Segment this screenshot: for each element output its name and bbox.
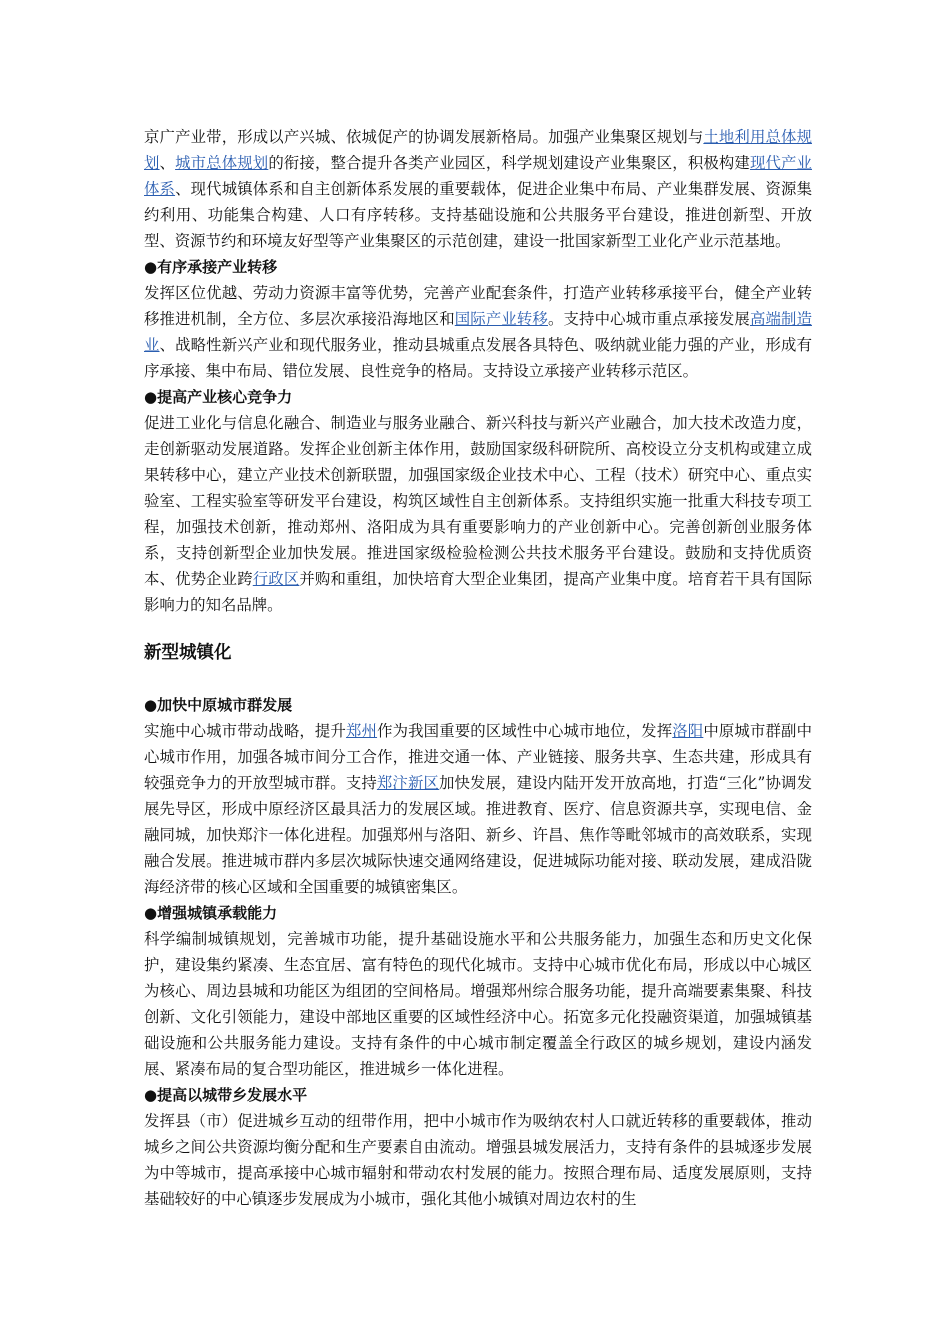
link-土地利用总体规划[interactable]: 土地利用总体规划	[144, 128, 812, 172]
heading-city-cluster: ●加快中原城市群发展	[144, 696, 293, 714]
paragraph-core-competitiveness	[144, 410, 812, 618]
section-title-urbanization: 新型城镇化	[144, 643, 232, 663]
document-content	[144, 124, 812, 1212]
text-run: 、	[159, 154, 176, 172]
text-run: 促进工业化与信息化融合、制造业与服务业融合、新兴科技与新兴产业融合，加大技术改造力度，走创新驱动发展道路。发挥企业创新主体作用，鼓励国家级科研院所、高校设立分支机构或建立成果转移中心，建立产业技术创新联盟，加强国家级企业技术中心、工程（技术）研究中心、重点实验室、工程实验室等研发平台建设，构筑区域性自主创新体系。支持组织实施一批重大科技专项工程，加强技术创新，推动郑州、洛阳成为具有重要影响力的产业创新中心。完善创新创业服务体系，支持创新型企业加快发展。推进国家级检验检测公共技术服务平台建设。鼓励和支持优质资本、优势企业跨	[144, 414, 812, 588]
paragraph-industry-transfer	[144, 280, 812, 384]
text-run: 作为我国重要的区域性中心城市地位，发挥	[377, 722, 673, 740]
paragraph-urban-rural	[144, 1108, 812, 1212]
link-行政区[interactable]: 行政区	[252, 570, 300, 588]
link-国际产业转移[interactable]: 国际产业转移	[454, 310, 548, 328]
text-run: 并购和重组，加快培育大型企业集团，提高产业集中度。培育若干具有国际影响力的知名品牌。	[144, 570, 812, 614]
heading-urban-rural: ●提高以城带乡发展水平	[144, 1086, 308, 1104]
text-run: 、战略性新兴产业和现代服务业，推动县城重点发展各具特色、吸纳就业能力强的产业，形成有序承接、集中布局、错位发展、良性竞争的格局。支持设立承接产业转移示范区。	[144, 336, 812, 380]
text-run: 中原城市群副中心城市作用，加强各城市间分工合作，推进交通一体、产业链接、服务共享、生态共建，形成具有较强竞争力的开放型城市群。支持	[144, 722, 812, 792]
text-run: 的衔接，整合提升各类产业园区，科学规划建设产业集聚区，积极构建	[268, 154, 750, 172]
text-run: 实施中心城市带动战略，提升	[144, 722, 346, 740]
paragraph-urban-capacity	[144, 926, 812, 1082]
text-run: 、现代城镇体系和自主创新体系发展的重要载体，促进企业集中布局、产业集群发展、资源集约利用、功能集合构建、人口有序转移。支持基础设施和公共服务平台建设，推进创新型、开放型、资源节约和环境友好型等产业集聚区的示范创建，建设一批国家新型工业化产业示范基地。	[144, 180, 812, 250]
text-run: 科学编制城镇规划，完善城市功能，提升基础设施水平和公共服务能力，加强生态和历史文化保护，建设集约紧凑、生态宜居、富有特色的现代化城市。支持中心城市优化布局，形成以中心城区为核心、周边县城和功能区为组团的空间格局。增强郑州综合服务功能，提升高端要素集聚、科技创新、文化引领能力，建设中部地区重要的区域性经济中心。拓宽多元化投融资渠道，加强城镇基础设施和公共服务能力建设。支持有条件的中心城市制定覆盖全行政区的城乡规划，建设内涵发展、紧凑布局的复合型功能区，推进城乡一体化进程。	[144, 930, 812, 1078]
link-郑州[interactable]: 郑州	[345, 722, 378, 740]
text-run: 。支持中心城市重点承接发展	[547, 310, 750, 328]
heading-core-competitiveness: ●提高产业核心竞争力	[144, 388, 293, 406]
link-现代产业体系[interactable]: 现代产业体系	[144, 154, 812, 198]
link-高端制造业[interactable]: 高端制造业	[144, 310, 812, 354]
text-run: 京广产业带，形成以产兴城、依城促产的协调发展新格局。加强产业集聚区规划与	[144, 128, 704, 146]
link-城市总体规划[interactable]: 城市总体规划	[175, 154, 269, 172]
heading-industry-transfer: ●有序承接产业转移	[144, 258, 278, 276]
paragraph-city-cluster	[144, 718, 812, 900]
link-洛阳[interactable]: 洛阳	[672, 722, 704, 740]
text-run: 加快发展，建设内陆开发开放高地，打造“三化”协调发展先导区，形成中原经济区最具活力的发展区域。推进教育、医疗、信息资源共享，实现电信、金融同城，加快郑汴一体化进程。加强郑州与洛阳、新乡、许昌、焦作等毗邻城市的高效联系，实现融合发展。推进城市群内多层次城际快速交通网络建设，促进城际功能对接、联动发展，建成沿陇海经济带的核心区域和全国重要的城镇密集区。	[144, 774, 812, 896]
heading-urban-capacity: ●增强城镇承载能力	[144, 904, 278, 922]
link-郑汴新区[interactable]: 郑汴新区	[376, 774, 439, 792]
text-run: 发挥县（市）促进城乡互动的纽带作用，把中小城市作为吸纳农村人口就近转移的重要载体，推动城乡之间公共资源均衡分配和生产要素自由流动。增强县城发展活力，支持有条件的县城逐步发展为中等城市，提高承接中心城市辐射和带动农村发展的能力。按照合理布局、适度发展原则，支持基础较好的中心镇逐步发展成为小城市，强化其他小城镇对周边农村的生	[144, 1112, 812, 1208]
paragraph-cluster-planning	[144, 124, 812, 254]
text-run: 发挥区位优越、劳动力资源丰富等优势，完善产业配套条件，打造产业转移承接平台，健全产业转移推进机制，全方位、多层次承接沿海地区和	[144, 284, 812, 328]
